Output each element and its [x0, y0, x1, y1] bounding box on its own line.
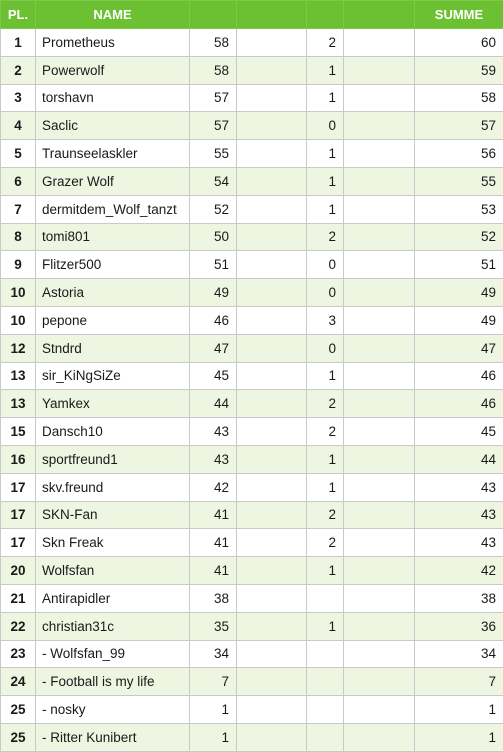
bonus-cell: 0	[307, 251, 344, 279]
table-row	[1, 473, 503, 501]
bonus-cell	[307, 723, 344, 751]
empty-cell	[237, 557, 307, 585]
name-cell: christian31c	[36, 612, 190, 640]
empty-cell	[237, 501, 307, 529]
points-cell: 47	[190, 334, 237, 362]
empty-cell	[237, 251, 307, 279]
table-row	[1, 529, 503, 557]
bonus-cell: 2	[307, 529, 344, 557]
sum-cell: 45	[415, 418, 503, 446]
bonus-cell: 3	[307, 306, 344, 334]
header-col-5	[307, 1, 344, 29]
table-body	[1, 29, 503, 752]
table-row	[1, 696, 503, 724]
points-cell: 45	[190, 362, 237, 390]
name-cell: sir_KiNgSiZe	[36, 362, 190, 390]
empty-cell	[237, 723, 307, 751]
name-cell: Stndrd	[36, 334, 190, 362]
table-row	[1, 612, 503, 640]
bonus-cell: 2	[307, 29, 344, 57]
points-cell: 1	[190, 723, 237, 751]
empty-cell	[237, 612, 307, 640]
sum-cell: 44	[415, 445, 503, 473]
header-col-6	[344, 1, 415, 29]
bonus-cell: 2	[307, 501, 344, 529]
empty-cell	[344, 195, 415, 223]
place-cell: 23	[1, 640, 36, 668]
bonus-cell: 1	[307, 362, 344, 390]
sum-cell: 38	[415, 584, 503, 612]
sum-cell: 36	[415, 612, 503, 640]
name-cell: skv.freund	[36, 473, 190, 501]
header-col-3	[190, 1, 237, 29]
points-cell: 58	[190, 29, 237, 57]
points-cell: 57	[190, 112, 237, 140]
bonus-cell: 1	[307, 612, 344, 640]
sum-cell: 59	[415, 56, 503, 84]
place-cell: 16	[1, 445, 36, 473]
empty-cell	[237, 306, 307, 334]
place-cell: 13	[1, 390, 36, 418]
empty-cell	[237, 445, 307, 473]
place-cell: 3	[1, 84, 36, 112]
empty-cell	[344, 223, 415, 251]
empty-cell	[344, 390, 415, 418]
bonus-cell: 1	[307, 557, 344, 585]
sum-cell: 1	[415, 696, 503, 724]
name-cell: Grazer Wolf	[36, 167, 190, 195]
empty-cell	[344, 584, 415, 612]
bonus-cell: 1	[307, 167, 344, 195]
table-row	[1, 251, 503, 279]
bonus-cell: 2	[307, 418, 344, 446]
sum-cell: 42	[415, 557, 503, 585]
sum-cell: 7	[415, 668, 503, 696]
empty-cell	[237, 584, 307, 612]
place-cell: 17	[1, 473, 36, 501]
points-cell: 7	[190, 668, 237, 696]
name-cell: Skn Freak	[36, 529, 190, 557]
header-place: PL.	[1, 1, 36, 29]
table-row	[1, 279, 503, 307]
empty-cell	[237, 279, 307, 307]
sum-cell: 46	[415, 390, 503, 418]
empty-cell	[344, 334, 415, 362]
place-cell: 10	[1, 279, 36, 307]
table-row	[1, 112, 503, 140]
empty-cell	[344, 56, 415, 84]
empty-cell	[344, 557, 415, 585]
table-row	[1, 84, 503, 112]
table-row	[1, 557, 503, 585]
points-cell: 41	[190, 557, 237, 585]
bonus-cell: 2	[307, 223, 344, 251]
bonus-cell: 0	[307, 112, 344, 140]
sum-cell: 52	[415, 223, 503, 251]
table-row	[1, 501, 503, 529]
empty-cell	[344, 84, 415, 112]
name-cell: pepone	[36, 306, 190, 334]
empty-cell	[237, 668, 307, 696]
points-cell: 58	[190, 56, 237, 84]
sum-cell: 43	[415, 473, 503, 501]
place-cell: 21	[1, 584, 36, 612]
empty-cell	[237, 167, 307, 195]
place-cell: 7	[1, 195, 36, 223]
header-name: NAME	[36, 1, 190, 29]
place-cell: 1	[1, 29, 36, 57]
place-cell: 20	[1, 557, 36, 585]
name-cell: Prometheus	[36, 29, 190, 57]
points-cell: 55	[190, 140, 237, 168]
empty-cell	[344, 668, 415, 696]
place-cell: 4	[1, 112, 36, 140]
place-cell: 9	[1, 251, 36, 279]
name-cell: sportfreund1	[36, 445, 190, 473]
place-cell: 22	[1, 612, 36, 640]
empty-cell	[344, 473, 415, 501]
name-cell: Dansch10	[36, 418, 190, 446]
table-row	[1, 445, 503, 473]
empty-cell	[237, 696, 307, 724]
empty-cell	[344, 112, 415, 140]
sum-cell: 49	[415, 306, 503, 334]
name-cell: Traunseelaskler	[36, 140, 190, 168]
points-cell: 44	[190, 390, 237, 418]
empty-cell	[237, 473, 307, 501]
name-cell: dermitdem_Wolf_tanzt	[36, 195, 190, 223]
points-cell: 43	[190, 445, 237, 473]
bonus-cell	[307, 696, 344, 724]
empty-cell	[344, 529, 415, 557]
points-cell: 41	[190, 501, 237, 529]
sum-cell: 60	[415, 29, 503, 57]
sum-cell: 34	[415, 640, 503, 668]
name-cell: Saclic	[36, 112, 190, 140]
table-row	[1, 306, 503, 334]
points-cell: 38	[190, 584, 237, 612]
sum-cell: 49	[415, 279, 503, 307]
place-cell: 25	[1, 723, 36, 751]
bonus-cell: 0	[307, 334, 344, 362]
name-cell: torshavn	[36, 84, 190, 112]
empty-cell	[344, 612, 415, 640]
empty-cell	[344, 279, 415, 307]
points-cell: 49	[190, 279, 237, 307]
name-cell: Antirapidler	[36, 584, 190, 612]
name-cell: - Football is my life	[36, 668, 190, 696]
empty-cell	[344, 251, 415, 279]
table-row	[1, 334, 503, 362]
bonus-cell: 1	[307, 445, 344, 473]
points-cell: 34	[190, 640, 237, 668]
points-cell: 46	[190, 306, 237, 334]
sum-cell: 51	[415, 251, 503, 279]
place-cell: 13	[1, 362, 36, 390]
table-row	[1, 195, 503, 223]
bonus-cell: 2	[307, 390, 344, 418]
empty-cell	[344, 418, 415, 446]
bonus-cell: 0	[307, 279, 344, 307]
empty-cell	[237, 529, 307, 557]
empty-cell	[344, 306, 415, 334]
sum-cell: 1	[415, 723, 503, 751]
header-row	[1, 1, 503, 29]
sum-cell: 55	[415, 167, 503, 195]
bonus-cell: 1	[307, 473, 344, 501]
name-cell: SKN-Fan	[36, 501, 190, 529]
name-cell: - nosky	[36, 696, 190, 724]
name-cell: - Wolfsfan_99	[36, 640, 190, 668]
table-header	[1, 1, 503, 29]
bonus-cell	[307, 584, 344, 612]
empty-cell	[237, 112, 307, 140]
empty-cell	[237, 362, 307, 390]
bonus-cell: 1	[307, 56, 344, 84]
empty-cell	[344, 723, 415, 751]
points-cell: 35	[190, 612, 237, 640]
header-sum: SUMME	[415, 1, 503, 29]
table-row	[1, 418, 503, 446]
empty-cell	[344, 140, 415, 168]
place-cell: 25	[1, 696, 36, 724]
bonus-cell: 1	[307, 140, 344, 168]
empty-cell	[237, 140, 307, 168]
table-row	[1, 668, 503, 696]
empty-cell	[237, 56, 307, 84]
empty-cell	[237, 390, 307, 418]
place-cell: 15	[1, 418, 36, 446]
table-row	[1, 584, 503, 612]
empty-cell	[237, 195, 307, 223]
sum-cell: 56	[415, 140, 503, 168]
points-cell: 57	[190, 84, 237, 112]
table-row	[1, 56, 503, 84]
table-row	[1, 29, 503, 57]
place-cell: 5	[1, 140, 36, 168]
place-cell: 12	[1, 334, 36, 362]
sum-cell: 43	[415, 529, 503, 557]
table-row	[1, 390, 503, 418]
table-row	[1, 362, 503, 390]
empty-cell	[237, 640, 307, 668]
sum-cell: 53	[415, 195, 503, 223]
place-cell: 6	[1, 167, 36, 195]
points-cell: 1	[190, 696, 237, 724]
sum-cell: 57	[415, 112, 503, 140]
name-cell: - Ritter Kunibert	[36, 723, 190, 751]
empty-cell	[237, 29, 307, 57]
bonus-cell	[307, 640, 344, 668]
table-row	[1, 140, 503, 168]
sum-cell: 47	[415, 334, 503, 362]
place-cell: 24	[1, 668, 36, 696]
place-cell: 17	[1, 501, 36, 529]
bonus-cell: 1	[307, 195, 344, 223]
place-cell: 10	[1, 306, 36, 334]
bonus-cell	[307, 668, 344, 696]
empty-cell	[237, 418, 307, 446]
name-cell: Wolfsfan	[36, 557, 190, 585]
place-cell: 17	[1, 529, 36, 557]
name-cell: tomi801	[36, 223, 190, 251]
table-row	[1, 640, 503, 668]
empty-cell	[237, 84, 307, 112]
place-cell: 2	[1, 56, 36, 84]
points-cell: 54	[190, 167, 237, 195]
points-cell: 50	[190, 223, 237, 251]
empty-cell	[344, 445, 415, 473]
sum-cell: 43	[415, 501, 503, 529]
name-cell: Yamkex	[36, 390, 190, 418]
bonus-cell: 1	[307, 84, 344, 112]
place-cell: 8	[1, 223, 36, 251]
name-cell: Flitzer500	[36, 251, 190, 279]
name-cell: Astoria	[36, 279, 190, 307]
empty-cell	[237, 334, 307, 362]
empty-cell	[344, 29, 415, 57]
name-cell: Powerwolf	[36, 56, 190, 84]
table-row	[1, 223, 503, 251]
header-col-4	[237, 1, 307, 29]
empty-cell	[237, 223, 307, 251]
points-cell: 42	[190, 473, 237, 501]
points-cell: 52	[190, 195, 237, 223]
points-cell: 51	[190, 251, 237, 279]
sum-cell: 58	[415, 84, 503, 112]
table-row	[1, 167, 503, 195]
points-cell: 41	[190, 529, 237, 557]
empty-cell	[344, 640, 415, 668]
points-cell: 43	[190, 418, 237, 446]
empty-cell	[344, 696, 415, 724]
empty-cell	[344, 167, 415, 195]
table-row	[1, 723, 503, 751]
empty-cell	[344, 501, 415, 529]
empty-cell	[344, 362, 415, 390]
sum-cell: 46	[415, 362, 503, 390]
